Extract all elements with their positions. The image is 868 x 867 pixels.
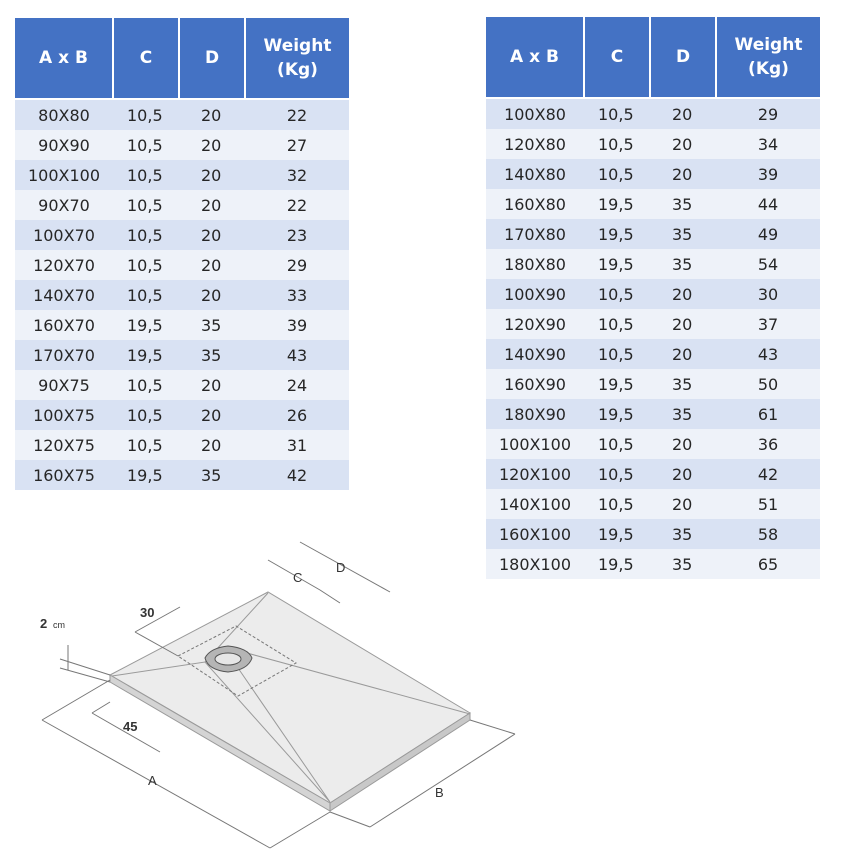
cell-weight: 32 bbox=[245, 160, 349, 190]
cell-c: 10,5 bbox=[113, 130, 179, 160]
cell-c: 10,5 bbox=[584, 309, 650, 339]
cell-weight: 51 bbox=[716, 489, 820, 519]
cell-c: 10,5 bbox=[584, 459, 650, 489]
cell-ab: 100X80 bbox=[486, 98, 584, 129]
cell-d: 35 bbox=[650, 369, 716, 399]
cell-d: 20 bbox=[650, 129, 716, 159]
table-row bbox=[15, 160, 349, 190]
cell-d: 35 bbox=[650, 549, 716, 579]
cell-ab: 180X100 bbox=[486, 549, 584, 579]
cell-weight: 54 bbox=[716, 249, 820, 279]
cell-ab: 90X70 bbox=[15, 190, 113, 220]
cell-ab: 100X70 bbox=[15, 220, 113, 250]
table-row bbox=[486, 279, 820, 309]
cell-ab: 140X70 bbox=[15, 280, 113, 310]
cell-d: 35 bbox=[179, 340, 245, 370]
table-row bbox=[486, 219, 820, 249]
header-weight-line1: Weight bbox=[263, 36, 332, 56]
cell-d: 35 bbox=[650, 219, 716, 249]
header-c: C bbox=[113, 18, 179, 99]
table-row bbox=[486, 159, 820, 189]
cell-weight: 42 bbox=[716, 459, 820, 489]
table-row bbox=[15, 130, 349, 160]
cell-d: 20 bbox=[650, 98, 716, 129]
cell-c: 19,5 bbox=[113, 310, 179, 340]
table-row bbox=[486, 399, 820, 429]
cell-c: 19,5 bbox=[584, 519, 650, 549]
cell-weight: 39 bbox=[245, 310, 349, 340]
cell-weight: 23 bbox=[245, 220, 349, 250]
cell-weight: 22 bbox=[245, 99, 349, 130]
header-ab: A x B bbox=[15, 18, 113, 99]
table-row bbox=[486, 189, 820, 219]
table-row bbox=[486, 459, 820, 489]
table-row bbox=[15, 99, 349, 130]
cell-ab: 100X100 bbox=[486, 429, 584, 459]
cell-d: 35 bbox=[650, 399, 716, 429]
cell-d: 20 bbox=[179, 430, 245, 460]
cell-ab: 100X90 bbox=[486, 279, 584, 309]
cell-d: 20 bbox=[650, 279, 716, 309]
cell-c: 19,5 bbox=[584, 249, 650, 279]
cell-c: 19,5 bbox=[584, 369, 650, 399]
cell-ab: 160X75 bbox=[15, 460, 113, 490]
table-row bbox=[486, 249, 820, 279]
cell-ab: 100X100 bbox=[15, 160, 113, 190]
cell-weight: 22 bbox=[245, 190, 349, 220]
cell-c: 10,5 bbox=[584, 159, 650, 189]
cell-ab: 160X80 bbox=[486, 189, 584, 219]
cell-weight: 34 bbox=[716, 129, 820, 159]
cell-c: 19,5 bbox=[584, 189, 650, 219]
dimension-2cm-line bbox=[60, 645, 110, 682]
label-d: D bbox=[336, 560, 346, 575]
cell-d: 20 bbox=[650, 489, 716, 519]
cell-ab: 80X80 bbox=[15, 99, 113, 130]
cell-d: 20 bbox=[179, 400, 245, 430]
cell-c: 19,5 bbox=[584, 219, 650, 249]
header-weight-line1: Weight bbox=[734, 35, 803, 55]
cell-c: 10,5 bbox=[584, 98, 650, 129]
cell-weight: 43 bbox=[245, 340, 349, 370]
tray-top-face bbox=[110, 592, 470, 803]
header-ab: A x B bbox=[486, 17, 584, 98]
cell-weight: 36 bbox=[716, 429, 820, 459]
label-2cm-value: 2 bbox=[40, 616, 48, 631]
cell-ab: 120X70 bbox=[15, 250, 113, 280]
cell-weight: 31 bbox=[245, 430, 349, 460]
table-row bbox=[15, 430, 349, 460]
cell-weight: 29 bbox=[716, 98, 820, 129]
cell-c: 10,5 bbox=[113, 160, 179, 190]
cell-ab: 180X90 bbox=[486, 399, 584, 429]
cell-c: 10,5 bbox=[113, 400, 179, 430]
table-row bbox=[15, 400, 349, 430]
table-row bbox=[486, 429, 820, 459]
cell-ab: 140X90 bbox=[486, 339, 584, 369]
dimension-c-line bbox=[268, 560, 340, 603]
cell-weight: 65 bbox=[716, 549, 820, 579]
cell-weight: 29 bbox=[245, 250, 349, 280]
table-header-row bbox=[15, 18, 349, 99]
table-row bbox=[15, 220, 349, 250]
cell-c: 10,5 bbox=[113, 190, 179, 220]
table-header-row bbox=[486, 17, 820, 98]
header-weight-line2: (Kg) bbox=[277, 60, 318, 80]
cell-weight: 30 bbox=[716, 279, 820, 309]
cell-c: 10,5 bbox=[584, 429, 650, 459]
cell-c: 19,5 bbox=[584, 399, 650, 429]
cell-d: 20 bbox=[179, 99, 245, 130]
table-row bbox=[15, 310, 349, 340]
cell-c: 10,5 bbox=[584, 339, 650, 369]
cell-weight: 26 bbox=[245, 400, 349, 430]
left-dimensions-table bbox=[15, 18, 349, 490]
table-row bbox=[15, 370, 349, 400]
label-c: C bbox=[293, 570, 303, 585]
table-row bbox=[15, 280, 349, 310]
table-row bbox=[15, 340, 349, 370]
cell-ab: 120X90 bbox=[486, 309, 584, 339]
cell-ab: 120X80 bbox=[486, 129, 584, 159]
label-2cm-unit: cm bbox=[53, 620, 65, 630]
header-weight-line2: (Kg) bbox=[748, 59, 789, 79]
cell-weight: 42 bbox=[245, 460, 349, 490]
cell-d: 20 bbox=[650, 429, 716, 459]
cell-ab: 100X75 bbox=[15, 400, 113, 430]
cell-weight: 27 bbox=[245, 130, 349, 160]
cell-d: 20 bbox=[650, 159, 716, 189]
cell-c: 10,5 bbox=[113, 250, 179, 280]
cell-d: 20 bbox=[179, 220, 245, 250]
cell-d: 20 bbox=[179, 160, 245, 190]
table-row bbox=[486, 339, 820, 369]
right-dimensions-table bbox=[486, 17, 820, 579]
header-d: D bbox=[650, 17, 716, 98]
cell-c: 10,5 bbox=[584, 489, 650, 519]
cell-weight: 39 bbox=[716, 159, 820, 189]
cell-d: 20 bbox=[650, 309, 716, 339]
cell-d: 35 bbox=[650, 519, 716, 549]
cell-ab: 120X100 bbox=[486, 459, 584, 489]
cell-weight: 43 bbox=[716, 339, 820, 369]
cell-weight: 37 bbox=[716, 309, 820, 339]
cell-c: 10,5 bbox=[113, 430, 179, 460]
header-d: D bbox=[179, 18, 245, 99]
cell-ab: 90X90 bbox=[15, 130, 113, 160]
table-row bbox=[486, 129, 820, 159]
cell-c: 10,5 bbox=[113, 370, 179, 400]
header-c: C bbox=[584, 17, 650, 98]
cell-c: 10,5 bbox=[113, 220, 179, 250]
label-45: 45 bbox=[123, 719, 138, 734]
cell-c: 10,5 bbox=[113, 280, 179, 310]
cell-weight: 50 bbox=[716, 369, 820, 399]
cell-ab: 170X70 bbox=[15, 340, 113, 370]
cell-ab: 180X80 bbox=[486, 249, 584, 279]
table-row bbox=[486, 489, 820, 519]
cell-d: 35 bbox=[179, 310, 245, 340]
cell-weight: 24 bbox=[245, 370, 349, 400]
cell-weight: 61 bbox=[716, 399, 820, 429]
cell-ab: 90X75 bbox=[15, 370, 113, 400]
shower-tray-diagram bbox=[0, 520, 540, 860]
header-weight bbox=[716, 17, 820, 98]
cell-ab: 160X100 bbox=[486, 519, 584, 549]
label-a: A bbox=[148, 773, 157, 788]
table-row bbox=[15, 460, 349, 490]
header-weight bbox=[245, 18, 349, 99]
cell-d: 20 bbox=[179, 280, 245, 310]
table-row bbox=[486, 98, 820, 129]
cell-d: 20 bbox=[650, 339, 716, 369]
cell-d: 35 bbox=[650, 189, 716, 219]
cell-c: 19,5 bbox=[584, 549, 650, 579]
cell-c: 19,5 bbox=[113, 460, 179, 490]
cell-c: 19,5 bbox=[113, 340, 179, 370]
cell-c: 10,5 bbox=[584, 129, 650, 159]
cell-c: 10,5 bbox=[584, 279, 650, 309]
cell-d: 20 bbox=[179, 130, 245, 160]
cell-weight: 49 bbox=[716, 219, 820, 249]
cell-ab: 140X80 bbox=[486, 159, 584, 189]
cell-weight: 58 bbox=[716, 519, 820, 549]
cell-ab: 140X100 bbox=[486, 489, 584, 519]
cell-weight: 44 bbox=[716, 189, 820, 219]
cell-weight: 33 bbox=[245, 280, 349, 310]
cell-d: 20 bbox=[179, 190, 245, 220]
table-row bbox=[486, 369, 820, 399]
cell-ab: 160X70 bbox=[15, 310, 113, 340]
cell-d: 35 bbox=[179, 460, 245, 490]
label-b: B bbox=[435, 785, 444, 800]
cell-d: 20 bbox=[179, 370, 245, 400]
cell-d: 20 bbox=[179, 250, 245, 280]
cell-ab: 160X90 bbox=[486, 369, 584, 399]
cell-d: 20 bbox=[650, 459, 716, 489]
table-row bbox=[15, 190, 349, 220]
table-row bbox=[15, 250, 349, 280]
cell-ab: 120X75 bbox=[15, 430, 113, 460]
label-30: 30 bbox=[140, 605, 155, 620]
cell-c: 10,5 bbox=[113, 99, 179, 130]
table-row bbox=[486, 309, 820, 339]
cell-ab: 170X80 bbox=[486, 219, 584, 249]
cell-d: 35 bbox=[650, 249, 716, 279]
